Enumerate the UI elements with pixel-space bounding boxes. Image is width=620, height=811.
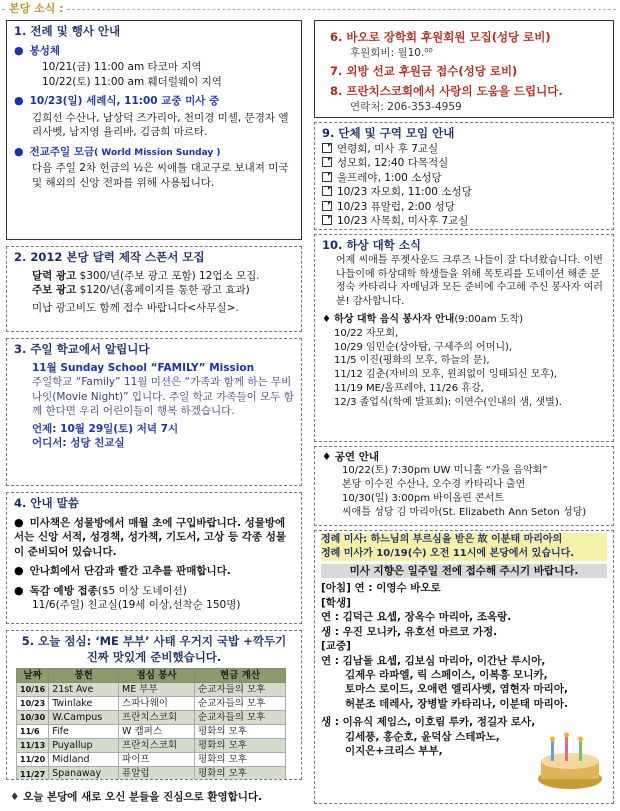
intention-line: 김세풍, 홍순호, 윤덕삼 스테파노, (345, 730, 500, 743)
calendar-ad-text: $300/년(주보 광고 포함) 12업소 모집. (76, 269, 260, 282)
intention-line: 김제우 라파엘, 릭 스페이스, 이복흥 모니카, (345, 668, 548, 681)
performance-title (322, 450, 606, 464)
table-row (17, 739, 286, 753)
intention-request: 미사 지향은 일주일 전에 접수해 주시기 바랍니다. (321, 564, 607, 578)
meeting-item (322, 142, 606, 156)
communion-schedule (14, 60, 294, 89)
performance-line: 10/22(토) 7:30pm UW 미니홀 “가을 음악회” (342, 465, 548, 477)
table-cell: 11/13 (17, 739, 49, 753)
volunteer-title-text: 하상 대학 음식 봉사자 안내 (334, 314, 455, 326)
note-icon (322, 201, 332, 211)
flu-donation: ($5 이상 도네이션) (97, 584, 187, 597)
table-cell: Puyallup (49, 739, 119, 753)
table-cell: W.Campus (49, 711, 119, 725)
notice-anna: ● 안나회에서 단감과 빨간 고추를 판매합니다. (14, 563, 294, 578)
notice-missal: ● 미사책은 성물방에서 매월 초에 구입바랍니다. 성물방에서는 신앙 서적, 성경책, 성가책, 기도서, 고상 등 각종 성물이 준비되어 있습니다. (14, 515, 294, 559)
meeting-item (322, 214, 606, 228)
section-hasang (314, 234, 614, 442)
communion-title: ● 봉성체 (14, 43, 294, 58)
section-title: 3. 주일 학교에서 알립니다 (14, 342, 150, 356)
cake-icon (535, 731, 605, 791)
table-row (17, 682, 286, 696)
table-cell: 평화의 모후 (195, 753, 286, 767)
calendar-ad-label: 달력 광고 (32, 269, 77, 282)
meeting-item (322, 185, 606, 199)
table-cell: 평화의 모후 (195, 767, 286, 780)
performance-line: 본당 이수진 수산나, 오수경 카타리나 출연 (342, 479, 526, 491)
intention-line: 토마스 로이드, 오애련 엘리사벳, 염현자 마리아, (345, 683, 568, 696)
volunteer-item: 11/19 ME/올프레야, 11/26 휴강, (334, 383, 484, 395)
note-icon (322, 157, 332, 167)
note-icon (322, 172, 332, 182)
table-cell: 퓨알럽 (119, 767, 195, 780)
diamond-icon: ♦ (322, 314, 335, 326)
welcome-text: 오늘 본당에 새로 오신 분들을 진심으로 환영합니다. (23, 791, 263, 803)
notice-flu (14, 583, 294, 598)
performance-line: 10/30(일) 3:00pm 바이올린 콘서트 (342, 493, 504, 505)
flu-detail: 11/6(주일) 친교실(19세 이상,선착순 150명) (32, 599, 241, 612)
section-notices (6, 492, 302, 624)
table-cell: 10/23 (17, 696, 49, 710)
table-cell: 11/20 (17, 753, 49, 767)
section-title: 4. 안내 말씀 (14, 496, 79, 510)
volunteer-item: 10/22 자모회, (334, 327, 399, 339)
meeting-text: 10/23 자모회, 11:00 소성당 (337, 186, 472, 199)
intention-line: 이지은+크리스 부부, (345, 745, 443, 758)
meeting-text: 10/23 사목회, 미사후 7교실 (337, 215, 469, 228)
table-row (17, 725, 286, 739)
table-cell: 프란치스코회 (119, 711, 195, 725)
column-header: 봉헌 (49, 668, 119, 682)
table-row (17, 767, 286, 780)
header-rule (2, 9, 616, 10)
section-title: 2. 2012 본당 달력 제작 스폰서 모집 (14, 250, 205, 264)
mission-title (14, 144, 294, 159)
section-title: 10. 하상 대학 소식 (322, 238, 422, 252)
calendar-ad-line (14, 269, 294, 283)
intention-line: [학생] (321, 596, 351, 609)
meeting-text: 연령회, 미사 후 7교실 (337, 142, 439, 155)
requiem-line: 정례 미사: 하느님의 부르심을 받은 故 이분태 마리아의 (321, 533, 607, 547)
meeting-text: 성모회, 12:40 다목적실 (337, 157, 449, 170)
school-mission-text: 주일학교 “Family” 11월 미션은 “가족과 함께 하는 무비 나잇(Movie Night)” 입니다. 주일 학교 가족들이 모두 함께 한다면 우리 어린이들이 행복 하겠습니다. (32, 376, 294, 418)
intention-line: 생 : 우진 모니카, 유호선 마르코 가정. (321, 625, 498, 638)
intention-line: 연 : 김남돌 요셉, 김보심 마리아, 이간난 루시아, (321, 654, 546, 667)
mission-title-text: 전교주일 모금 (29, 145, 95, 158)
school-where: 어디서: 성당 친교실 (32, 437, 125, 450)
flu-label: 독감 예방 접종 (29, 584, 98, 597)
table-cell: 스파나웨이 (119, 696, 195, 710)
volunteer-title (322, 313, 606, 327)
section-title: 1. 전례 및 행사 안내 (14, 24, 121, 38)
table-cell: 평화의 모후 (195, 739, 286, 753)
school-when: 언제: 10월 29일(토) 저녁 7시 (32, 422, 179, 435)
mission-text: 다음 주일 2차 헌금의 ½은 씨애틀 대교구로 보내져 미국 및 해외의 신앙 전파를 위해 사용됩니다. (32, 162, 289, 189)
table-header-row (17, 668, 286, 682)
section-lunch (6, 630, 302, 780)
volunteer-item: 10/29 임민순(상아탐, 구세주의 어머니), (334, 341, 513, 353)
section-meetings (314, 122, 614, 230)
lunch-table (16, 668, 286, 780)
section-performance (314, 446, 614, 526)
mission-subtitle: ( World Mission Sunday ) (94, 147, 221, 158)
diamond-icon: ♦ (10, 791, 24, 803)
meeting-text: 울프레야, 1:00 소성당 (337, 171, 442, 184)
table-row (17, 711, 286, 725)
table-cell: 순교자들의 모후 (195, 682, 286, 696)
table-cell: Twinlake (49, 696, 119, 710)
franciscan-contact: 연락처: 206-353-4959 (350, 101, 462, 114)
requiem-line: 정례 미사가 10/19(수) 오전 11시에 본당에서 있습니다. (321, 547, 607, 561)
section-calendar (6, 246, 302, 332)
table-cell: ME 부부 (119, 682, 195, 696)
table-cell: Midland (49, 753, 119, 767)
baptism-names: 김희선 수산나, 남상덕 즈가리아, 천미경 미셸, 문경자 엘리사벳, 남지영 율리바, 김금희 마르타. (32, 111, 289, 139)
note-icon (322, 186, 332, 196)
section-liturgy (6, 20, 302, 240)
column-header: 현금 계산 (195, 668, 286, 682)
table-cell: 10/16 (17, 682, 49, 696)
intention-line: [교중] (321, 640, 351, 653)
intention-line: [아침] 연 : 이영수 바오로 (321, 582, 441, 595)
communion-line: 10/21(금) 11:00 am 타코마 지역 (42, 61, 202, 74)
meeting-item (322, 171, 606, 185)
scholarship-fee: 후원회비: 월10.⁰⁰ (350, 46, 433, 59)
section-mass-intentions (314, 530, 614, 804)
meeting-text: 10/23 퓨알럽, 2:00 성당 (337, 200, 455, 213)
volunteer-list (322, 327, 606, 410)
table-cell: 순교자들의 모후 (195, 696, 286, 710)
table-cell: 평화의 모후 (195, 725, 286, 739)
volunteer-time: (9:00am 도착) (454, 314, 523, 326)
section-title: 9. 단체 및 구역 모임 안내 (322, 126, 455, 140)
volunteer-item: 12/3 졸업식(학예 발표회): 이연수(인내의 샘, 샛별). (334, 396, 562, 408)
diamond-icon: ♦ (322, 451, 335, 463)
table-cell: Fife (49, 725, 119, 739)
bulletin-header (2, 2, 616, 16)
section-title-line2: 진짜 맛있게 준비했습니다. (86, 649, 222, 664)
unpaid-note: 미납 광고비도 함께 접수 바랍니다<사무실>. (32, 301, 239, 314)
welcome-footer (10, 790, 310, 804)
note-icon (322, 143, 332, 153)
column-header: 점심 봉사 (119, 668, 195, 682)
note-icon (322, 215, 332, 225)
table-cell: Spanaway (49, 767, 119, 780)
baptism-title: ● 10/23(일) 세례식, 11:00 교중 미사 중 (14, 93, 294, 108)
table-cell: 파이프 (119, 753, 195, 767)
table-cell: 프란치스코회 (119, 739, 195, 753)
hasang-text: 어제 씨애틀 푸젯사운드 크루즈 나들이 잘 다녀왔습니다. 이번 나들이에 하상대학 학생들을 위해 목토리를 도네이션 해준 문정숙 카타리나 자매님과 모든 준비에 수고해 주신 봉사자 여러분! 감사합니다. (336, 254, 603, 308)
table-row (17, 753, 286, 767)
performance-title-text: 공연 안내 (334, 451, 379, 463)
bulletin-ad-label: 주보 광고 (32, 284, 77, 297)
school-mission-subtitle: 11월 Sunday School “FAMILY” Mission (32, 361, 255, 374)
table-cell: 11/6 (17, 725, 49, 739)
performance-line: 씨애틀 성당 김 마리아(St. Elizabeth Ann Seton 성당) (342, 506, 587, 518)
table-cell: 21st Ave (49, 682, 119, 696)
table-cell: W 캠퍼스 (119, 725, 195, 739)
table-row (17, 696, 286, 710)
table-cell: 11/27 (17, 767, 49, 780)
section-sunday-school (6, 338, 302, 486)
section-title: 5. 오늘 점심: ‘ME 부부’ 사태 우거지 국밥 +깍두기 (21, 634, 287, 648)
franciscan-title: 8. 프란치스코회에서 사랑의 도움을 드립니다. (330, 84, 563, 99)
meeting-item (322, 156, 606, 170)
mission-donation-title: 7. 외방 선교 후원금 접수(성당 로비) (330, 64, 518, 79)
scholarship-title: 6. 바오로 장학회 후원회원 모집(성당 로비) (330, 30, 551, 44)
intention-line: 연 : 김덕근 요셉, 장옥수 마리아, 조옥랑. (321, 611, 512, 624)
bulletin-ad-line (14, 283, 294, 297)
column-header: 날짜 (17, 668, 49, 682)
volunteer-item: 11/12 김춘(자비의 모후, 윈죄없이 잉태되신 모후), (334, 369, 558, 381)
meeting-item (322, 200, 606, 214)
table-cell: 10/30 (17, 711, 49, 725)
bulletin-ad-text: $120/년(홈페이지를 통한 광고 효과) (76, 284, 250, 297)
volunteer-item: 11/5 이진(평화의 모후, 하늘의 문), (334, 355, 490, 367)
intention-line: 생 : 이유식 제임스, 이호림 루카, 정길자 로사, (321, 716, 536, 729)
intention-line: 허분조 데레사, 장병발 카타리나, 이분태 마리아. (345, 697, 568, 710)
table-cell: 순교자들의 모후 (195, 711, 286, 725)
communion-line: 10/22(토) 11:00 am 훼더럴웨이 지역 (42, 75, 222, 88)
section-scholarship (314, 20, 614, 118)
page-title: 본당 소식 : (6, 1, 67, 16)
